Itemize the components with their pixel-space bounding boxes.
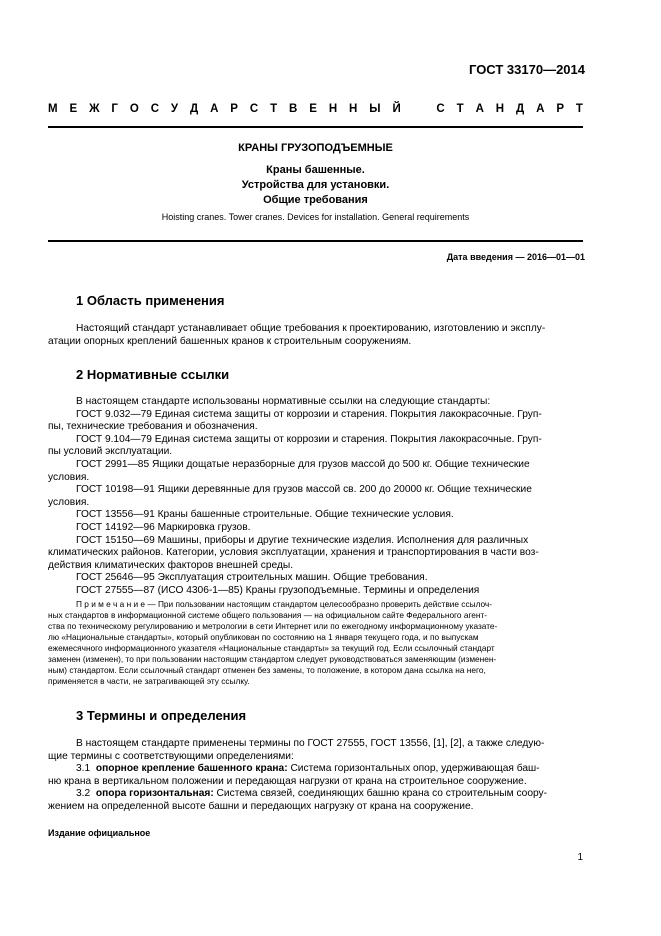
section-2-note [48,599,583,687]
page-number: 1 [577,852,583,863]
banner-letter: Г [111,103,118,115]
section-1-text [48,323,583,348]
section-1-heading: 1 Область применения [76,293,225,308]
reference-line: ГОСТ 9.032—79 Единая система защиты от коррозии и старения. Покрытия лакокрасочные. Груп- [76,408,542,420]
text-line: атации опорных креплений башенных кранов к строительным сооружениям. [48,335,412,347]
term-definition: Система горизонтальных опор, удерживающая баш- [287,763,540,775]
reference-line: ГОСТ 10198—91 Ящики деревянные для грузов массой св. 200 до 20000 кг. Общие технические [76,484,532,496]
reference-line: условия. [48,471,90,483]
banner-letter: Н [495,103,505,115]
banner-letter: В [289,103,298,115]
term-name: опора горизонтальная: [95,788,214,800]
term-number: 3.1 [76,763,91,775]
banner-letter: Т [270,103,278,115]
banner-letter: С [436,103,445,115]
banner-letter: Й [392,103,401,115]
banner-letter: Р [556,103,565,115]
title-sub-line: Краны башенные. [266,164,365,176]
banner-letter: Т [575,103,583,115]
text-line: Настоящий стандарт устанавливает общие требования к проектированию, изготовлению и эксплу- [76,323,546,334]
note-line: ства по техническому регулированию и метрологии в сети Интернет или по ежегодному информационному указате- [48,621,498,631]
note-line: ных стандартов в информационной системе общего пользования — на официальном сайте Федерального агент- [48,610,488,620]
note-line: П р и м е ч а н и е — При пользовании настоящим стандартом целесообразно проверить действие ссылоч- [76,599,493,609]
banner-letter: С [249,103,259,115]
banner-letter: Е [69,103,78,115]
note-line: ным) стандартом. Если ссылочный стандарт отменен без замены, то положение, в котором дана ссылка на него, [48,665,486,675]
note-line: применяется в части, не затрагивающей эту ссылку. [48,676,250,686]
reference-line: ГОСТ 15150—69 Машины, приборы и другие технические изделия. Исполнения для различных [76,534,529,546]
text-line: В настоящем стандарте применены термины по ГОСТ 27555, ГОСТ 13556, [1], [2], а также следую- [76,738,545,749]
note-line: лю «Национальные стандарты», который опубликован по состоянию на 1 января текущего года, и по выпускам [48,632,479,642]
banner-letter: Д [516,103,525,115]
reference-line: ГОСТ 2991—85 Ящики дощатые неразборные для грузов массой до 500 кг. Общие технические [76,458,530,470]
title-english: Hoisting cranes. Tower cranes. Devices for installation. General requirements [161,212,470,222]
banner-letter: Ы [369,103,381,115]
note-line: заменен (изменен), то при пользовании настоящим стандартом следует руководствоваться заменяющим (изменен- [48,654,497,664]
reference-line: ГОСТ 14192—96 Маркировка грузов. [76,521,251,533]
banner-letter: Н [349,103,358,115]
banner-letter: Ж [89,103,100,115]
interstate-standard-banner [48,103,583,115]
banner-letter: М [48,103,58,115]
banner-letter: У [170,103,179,115]
reference-line: ГОСТ 9.104—79 Единая система защиты от коррозии и старения. Покрытия лакокрасочные. Груп- [76,433,542,445]
reference-line: климатических районов. Категории, условия эксплуатации, хранения и транспортирования в части воз- [48,547,539,559]
section-2-heading: 2 Нормативные ссылки [76,367,230,382]
reference-line: пы условий эксплуатации. [48,446,173,458]
document-code: ГОСТ 33170—2014 [469,62,585,77]
section-3-heading: 3 Термины и определения [76,708,247,723]
title-rule [48,240,583,242]
banner-letter: Н [328,103,338,115]
banner-letter: О [129,103,139,115]
title-sub-line: Устройства для установки. [241,179,390,191]
term-name: опорное крепление башенного крана: [95,763,288,775]
title-subtitle [48,163,583,208]
banner-letter: А [536,103,545,115]
title-sub-line: Общие требования [263,194,368,206]
banner-letter: Д [189,103,199,115]
reference-line: действия климатических факторов внешней среды. [48,559,294,571]
section-2-references [48,396,583,598]
banner-letter: Р [230,103,238,115]
introduction-date: Дата введения — 2016—01—01 [446,252,585,262]
reference-line: условия. [48,496,90,508]
term-definition: Система связей, соединяющих башню крана со строительным соору- [213,788,548,800]
section-3-text [48,738,583,814]
reference-line: ГОСТ 27555—87 (ИСО 4306-1—85) Краны грузоподъемные. Термины и определения [76,584,480,596]
title-main: КРАНЫ ГРУЗОПОДЪЕМНЫЕ [238,142,393,154]
note-line: ежемесячного информационного указателя «Национальные стандарты» за текущий год. Если ссылочный стандарт [48,643,495,653]
banner-letter: Е [309,103,317,115]
text-line: ню крана в вертикальном положении и передающая нагрузки от крана на строительное сооружение. [48,775,527,787]
banner-letter: А [475,103,484,115]
reference-line: ГОСТ 25646—95 Эксплуатация строительных машин. Общие требования. [76,572,428,584]
reference-line: пы, технические требования и обозначения. [48,421,258,433]
banner-letter: А [210,103,219,115]
text-line: жением на определенной высоте башни и передающих нагрузку от крана на сооружение. [48,800,474,812]
reference-line: В настоящем стандарте использованы нормативные ссылки на следующие стандарты: [76,396,491,407]
text-line: щие термины с соответствующими определениями: [48,750,294,762]
official-edition-label: Издание официальное [48,828,151,838]
reference-line: ГОСТ 13556—91 Краны башенные строительные. Общие технические условия. [76,509,454,521]
header-rule [48,126,583,128]
term-number: 3.2 [76,788,91,800]
banner-letter: С [150,103,159,115]
banner-letter: Т [456,103,464,115]
